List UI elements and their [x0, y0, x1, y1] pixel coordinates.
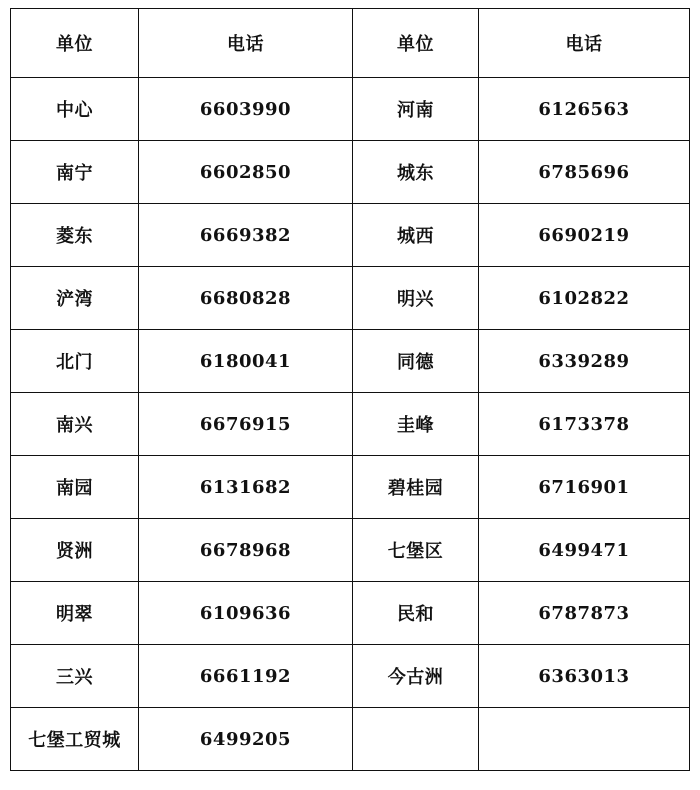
phone-left-cell: 6602850: [139, 141, 353, 204]
phone-right-cell: 6126563: [479, 78, 690, 141]
header-phone-right: 电话: [479, 9, 690, 78]
unit-left-cell: 三兴: [11, 645, 139, 708]
phone-left-cell: 6109636: [139, 582, 353, 645]
table-row: [11, 393, 690, 456]
unit-left-cell: 七堡工贸城: [11, 708, 139, 771]
phone-right-cell: 6716901: [479, 456, 690, 519]
header-row: [11, 9, 690, 78]
header-unit-right: 单位: [353, 9, 479, 78]
table-row: [11, 456, 690, 519]
header-phone-left: 电话: [139, 9, 353, 78]
table-row: [11, 204, 690, 267]
unit-right-cell: 圭峰: [353, 393, 479, 456]
unit-left-cell: 贤洲: [11, 519, 139, 582]
unit-right-cell: 明兴: [353, 267, 479, 330]
unit-right-cell: 碧桂园: [353, 456, 479, 519]
phone-directory-table: [10, 8, 690, 771]
phone-right-cell: 6363013: [479, 645, 690, 708]
phone-right-cell: [479, 708, 690, 771]
phone-left-cell: 6131682: [139, 456, 353, 519]
table-row: [11, 708, 690, 771]
phone-left-cell: 6676915: [139, 393, 353, 456]
phone-right-cell: 6102822: [479, 267, 690, 330]
phone-right-cell: 6787873: [479, 582, 690, 645]
unit-left-cell: 明翠: [11, 582, 139, 645]
phone-right-cell: 6690219: [479, 204, 690, 267]
phone-left-cell: 6499205: [139, 708, 353, 771]
phone-left-cell: 6603990: [139, 78, 353, 141]
unit-right-cell: [353, 708, 479, 771]
phone-left-cell: 6669382: [139, 204, 353, 267]
phone-left-cell: 6680828: [139, 267, 353, 330]
phone-right-cell: 6785696: [479, 141, 690, 204]
unit-left-cell: 菱东: [11, 204, 139, 267]
table-row: [11, 519, 690, 582]
unit-left-cell: 浐湾: [11, 267, 139, 330]
table-row: [11, 330, 690, 393]
table-row: [11, 582, 690, 645]
unit-right-cell: 城东: [353, 141, 479, 204]
unit-right-cell: 民和: [353, 582, 479, 645]
phone-left-cell: 6180041: [139, 330, 353, 393]
unit-right-cell: 今古洲: [353, 645, 479, 708]
table-row: [11, 78, 690, 141]
phone-right-cell: 6173378: [479, 393, 690, 456]
unit-left-cell: 北门: [11, 330, 139, 393]
table-row: [11, 645, 690, 708]
phone-left-cell: 6678968: [139, 519, 353, 582]
unit-right-cell: 七堡区: [353, 519, 479, 582]
unit-right-cell: 城西: [353, 204, 479, 267]
header-unit-left: 单位: [11, 9, 139, 78]
table-row: [11, 267, 690, 330]
unit-right-cell: 同德: [353, 330, 479, 393]
unit-left-cell: 南宁: [11, 141, 139, 204]
unit-left-cell: 南园: [11, 456, 139, 519]
unit-left-cell: 中心: [11, 78, 139, 141]
unit-right-cell: 河南: [353, 78, 479, 141]
phone-right-cell: 6499471: [479, 519, 690, 582]
phone-left-cell: 6661192: [139, 645, 353, 708]
phone-right-cell: 6339289: [479, 330, 690, 393]
table-row: [11, 141, 690, 204]
unit-left-cell: 南兴: [11, 393, 139, 456]
